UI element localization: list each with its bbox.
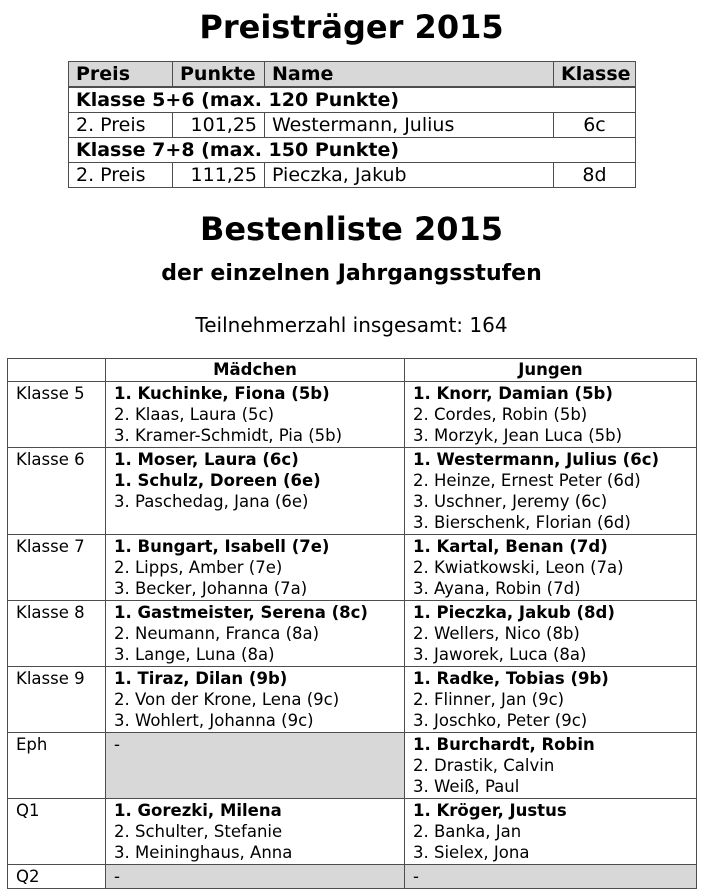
best-cell-jungen (405, 600, 697, 666)
best-cell-jungen (405, 666, 697, 732)
ranking-entry: 1. Gastmeister, Serena (8c) (114, 602, 368, 622)
winners-header-preis: Preis (69, 61, 173, 87)
ranking-entry: 2. Wellers, Nico (8b) (413, 623, 580, 643)
ranking-entry: 3. Paschedag, Jana (6e) (114, 491, 309, 511)
winners-group-row (69, 137, 636, 162)
ranking-entry: 1. Gorezki, Milena (114, 800, 282, 820)
ranking-entry: 1. Kartal, Benan (7d) (413, 536, 608, 556)
best-row-klasse-8 (8, 600, 697, 666)
best-cell-maedchen (106, 732, 405, 798)
best-row-label: Klasse 7 (8, 534, 106, 600)
best-row-klasse-9 (8, 666, 697, 732)
winners-cell-klasse: 8d (554, 162, 636, 187)
winners-data-row (69, 112, 636, 137)
ranking-entry: 2. Banka, Jan (413, 821, 522, 841)
winners-cell-name: Westermann, Julius (265, 112, 554, 137)
ranking-entry: 2. Kwiatkowski, Leon (7a) (413, 557, 624, 577)
ranking-entry: 1. Burchardt, Robin (413, 734, 595, 754)
ranking-entry: 3. Becker, Johanna (7a) (114, 578, 308, 598)
best-cell-maedchen (106, 447, 405, 534)
ranking-entry: 3. Kramer-Schmidt, Pia (5b) (114, 425, 343, 445)
best-row-klasse-5 (8, 381, 697, 447)
best-row-label: Klasse 6 (8, 447, 106, 534)
ranking-entry: 2. Klaas, Laura (5c) (114, 404, 275, 424)
ranking-entry: 2. Von der Krone, Lena (9c) (114, 689, 340, 709)
best-cell-maedchen (106, 798, 405, 864)
best-cell-jungen (405, 864, 697, 888)
best-cell-maedchen (106, 534, 405, 600)
best-row-q1 (8, 798, 697, 864)
ranking-entry: 3. Bierschenk, Florian (6d) (413, 512, 631, 532)
winners-group-row (69, 87, 636, 113)
best-row-label: Q2 (8, 864, 106, 888)
ranking-entry: 2. Cordes, Robin (5b) (413, 404, 588, 424)
best-row-label: Klasse 9 (8, 666, 106, 732)
ranking-entry: - (114, 866, 120, 886)
ranking-entry: 3. Sielex, Jona (413, 842, 530, 862)
ranking-entry: 3. Uschner, Jeremy (6c) (413, 491, 608, 511)
ranking-entry: 3. Meininghaus, Anna (114, 842, 293, 862)
ranking-entry: 2. Lipps, Amber (7e) (114, 557, 283, 577)
best-cell-maedchen (106, 600, 405, 666)
ranking-entry: 1. Tiraz, Dilan (9b) (114, 668, 288, 688)
winners-data-row (69, 162, 636, 187)
participants-total: Teilnehmerzahl insgesamt: 164 (195, 312, 508, 337)
best-row-label: Q1 (8, 798, 106, 864)
ranking-entry: - (114, 734, 120, 754)
best-cell-maedchen (106, 864, 405, 888)
ranking-entry: 1. Kröger, Justus (413, 800, 567, 820)
best-list-title: Bestenliste 2015 (199, 209, 504, 248)
winners-header-klasse: Klasse (554, 61, 636, 87)
best-header-row (8, 358, 697, 381)
ranking-entry: 1. Knorr, Damian (5b) (413, 383, 613, 403)
winners-header-name: Name (265, 61, 554, 87)
prize-winners-title: Preisträger 2015 (199, 8, 504, 46)
ranking-entry: 1. Pieczka, Jakub (8d) (413, 602, 615, 622)
ranking-entry: 1. Schulz, Doreen (6e) (114, 470, 321, 490)
best-header-empty (8, 358, 106, 381)
ranking-entry: 2. Heinze, Ernest Peter (6d) (413, 470, 641, 490)
winners-cell-name: Pieczka, Jakub (265, 162, 554, 187)
ranking-entry: 1. Radke, Tobias (9b) (413, 668, 609, 688)
best-cell-jungen (405, 381, 697, 447)
best-cell-jungen (405, 534, 697, 600)
best-cell-maedchen (106, 381, 405, 447)
winners-cell-punkte: 111,25 (173, 162, 265, 187)
best-header-jungen: Jungen (405, 358, 697, 381)
ranking-entry: 3. Jaworek, Luca (8a) (413, 644, 587, 664)
best-cell-jungen (405, 732, 697, 798)
best-row-klasse-6 (8, 447, 697, 534)
ranking-entry: 2. Schulter, Stefanie (114, 821, 283, 841)
best-row-klasse-7 (8, 534, 697, 600)
winners-group-label: Klasse 5+6 (max. 120 Punkte) (69, 87, 636, 113)
best-header-maedchen: Mädchen (106, 358, 405, 381)
ranking-entry: 3. Wohlert, Johanna (9c) (114, 710, 314, 730)
best-row-label: Eph (8, 732, 106, 798)
best-row-eph (8, 732, 697, 798)
ranking-entry: 1. Kuchinke, Fiona (5b) (114, 383, 330, 403)
ranking-entry: 2. Neumann, Franca (8a) (114, 623, 320, 643)
best-cell-jungen (405, 798, 697, 864)
winners-group-label: Klasse 7+8 (max. 150 Punkte) (69, 137, 636, 162)
winners-cell-preis: 2. Preis (69, 162, 173, 187)
best-cell-maedchen (106, 666, 405, 732)
winners-cell-punkte: 101,25 (173, 112, 265, 137)
ranking-entry: 3. Lange, Luna (8a) (114, 644, 275, 664)
ranking-entry: 3. Weiß, Paul (413, 776, 520, 796)
best-cell-jungen (405, 447, 697, 534)
winners-header-row (69, 61, 636, 87)
winners-header-punkte: Punkte (173, 61, 265, 87)
ranking-entry: 3. Joschko, Peter (9c) (413, 710, 588, 730)
ranking-entry: 1. Bungart, Isabell (7e) (114, 536, 330, 556)
ranking-entry: 3. Morzyk, Jean Luca (5b) (413, 425, 623, 445)
ranking-entry: - (413, 866, 419, 886)
best-row-label: Klasse 5 (8, 381, 106, 447)
ranking-entry: 1. Westermann, Julius (6c) (413, 449, 660, 469)
winners-cell-preis: 2. Preis (69, 112, 173, 137)
winners-cell-klasse: 6c (554, 112, 636, 137)
best-row-q2 (8, 864, 697, 888)
ranking-entry: 2. Flinner, Jan (9c) (413, 689, 565, 709)
ranking-entry: 3. Ayana, Robin (7d) (413, 578, 581, 598)
best-list-subtitle: der einzelnen Jahrgangsstufen (161, 260, 542, 286)
prize-winners-table (68, 61, 636, 188)
ranking-entry: 1. Moser, Laura (6c) (114, 449, 299, 469)
best-list-table (7, 358, 697, 889)
best-row-label: Klasse 8 (8, 600, 106, 666)
ranking-entry: 2. Drastik, Calvin (413, 755, 555, 775)
